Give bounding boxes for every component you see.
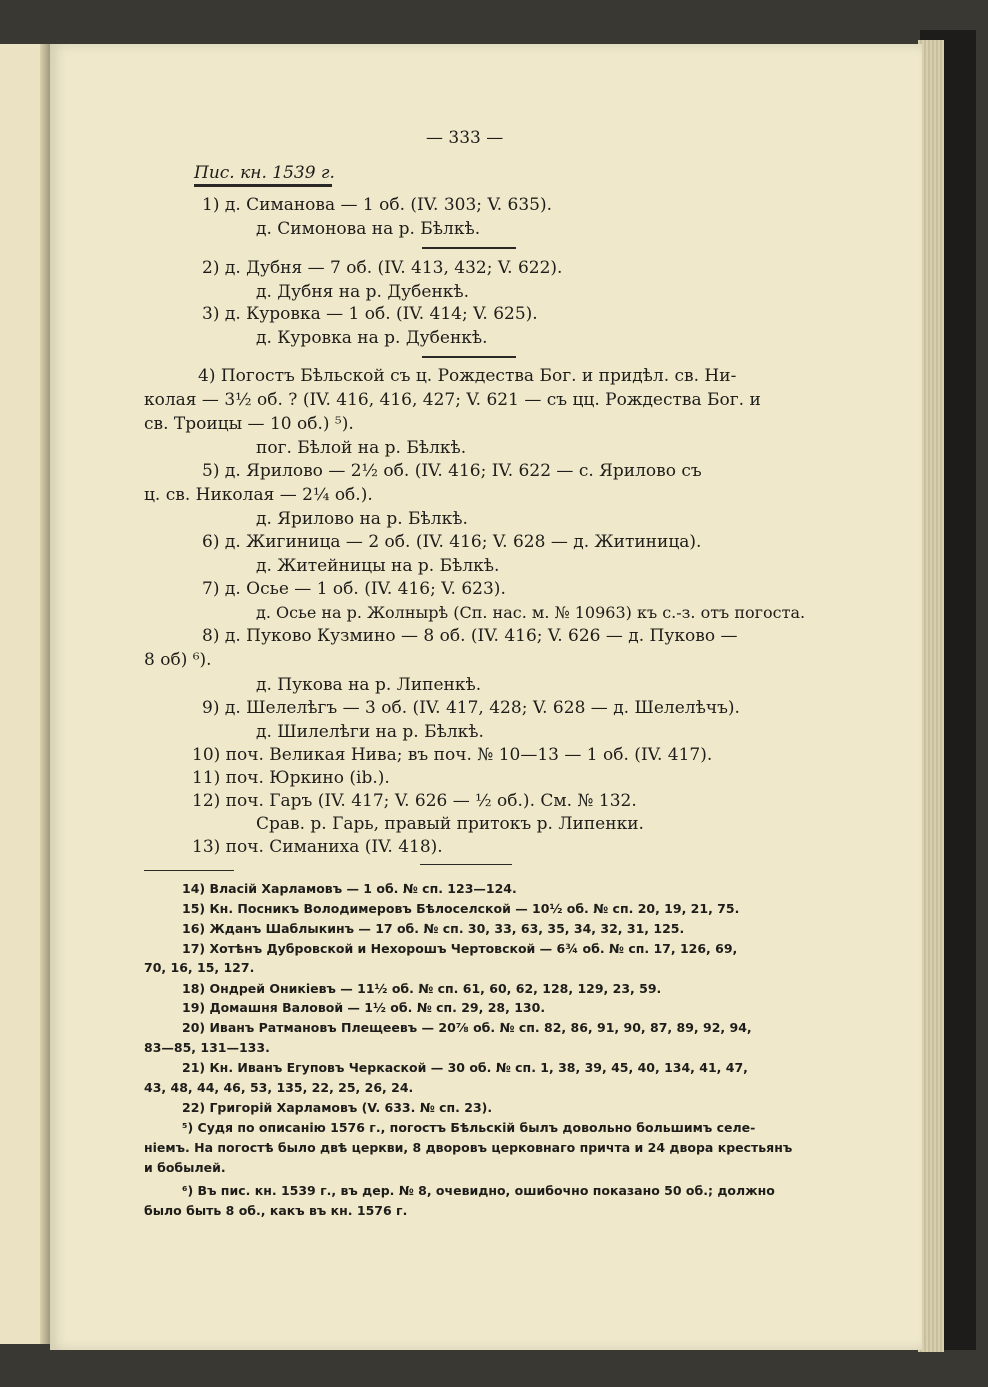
footnote: 18) Ондрей Оникіевъ — 11½ об. № сп. 61, 60, 62, 128, 129, 23, 59.: [182, 981, 662, 996]
entry-line: д. Житейницы на р. Бѣлкѣ.: [256, 556, 500, 576]
footnote: 14) Власій Харламовъ — 1 об. № сп. 123—124.: [182, 881, 517, 896]
footnote: и бобылей.: [144, 1160, 226, 1175]
footnote: было быть 8 об., какъ въ кн. 1576 г.: [144, 1203, 408, 1218]
footnote: 70, 16, 15, 127.: [144, 960, 255, 975]
entry-line: 9) д. Шелелѣгъ — 3 об. (IV. 417, 428; V. 628 — д. Шелелѣчъ).: [202, 698, 740, 718]
entry-line: 8 об) ⁶).: [144, 650, 212, 670]
entry-line: д. Куровка на р. Дубенкѣ.: [256, 328, 488, 348]
entry-line: 8) д. Пуково Кузмино — 8 об. (IV. 416; V. 626 — д. Пуково —: [202, 626, 738, 646]
entry-line: 12) поч. Гаръ (IV. 417; V. 626 — ½ об.). См. № 132.: [192, 791, 637, 811]
footnote: 83—85, 131—133.: [144, 1040, 270, 1055]
entry-line: ц. св. Николая — 2¼ об.).: [144, 485, 373, 505]
entry-line: 2) д. Дубня — 7 об. (IV. 413, 432; V. 622).: [202, 258, 563, 278]
entry-line: д. Дубня на р. Дубенкѣ.: [256, 282, 470, 302]
divider: [422, 356, 516, 358]
footnote: ніемъ. На погостѣ было двѣ церкви, 8 дворовъ церковнаго причта и 24 двора крестьянъ: [144, 1140, 793, 1155]
footnote: 43, 48, 44, 46, 53, 135, 22, 25, 26, 24.: [144, 1080, 414, 1095]
entry-line: 6) д. Жигиница — 2 об. (IV. 416; V. 628 — д. Житиница).: [202, 532, 702, 552]
footnote: 19) Домашня Валовой — 1½ об. № сп. 29, 28, 130.: [182, 1000, 546, 1015]
entry-line: д. Шилелѣги на р. Бѣлкѣ.: [256, 722, 484, 742]
entry-line: пог. Бѣлой на р. Бѣлкѣ.: [256, 438, 467, 458]
entry-line: 13) поч. Симаниха (IV. 418).: [192, 837, 443, 857]
entry-line: 3) д. Куровка — 1 об. (IV. 414; V. 625).: [202, 304, 538, 324]
entry-line: колая — 3½ об. ? (IV. 416, 416, 427; V. 621 — съ цц. Рождества Бог. и: [144, 390, 761, 410]
section-header: Пис. кн. 1539 г.: [194, 163, 335, 183]
entry-line: Срав. р. Гарь, правый притокъ р. Липенки.: [256, 814, 644, 834]
entry-line: 11) поч. Юркино (ib.).: [192, 768, 390, 788]
entry-line: д. Пукова на р. Липенкѣ.: [256, 675, 482, 695]
footnote: 15) Кн. Посникъ Володимеровъ Бѣлоселской — 10½ об. № сп. 20, 19, 21, 75.: [182, 901, 740, 916]
entry-line: 10) поч. Великая Нива; въ поч. № 10—13 — 1 об. (IV. 417).: [192, 745, 713, 765]
footnote: ⁶) Въ пис. кн. 1539 г., въ дер. № 8, очевидно, ошибочно показано 50 об.; должно: [182, 1183, 775, 1198]
divider: [420, 864, 512, 865]
entry-line: д. Осье на р. Жолнырѣ (Сп. нас. м. № 10963) къ с.-з. отъ погоста.: [256, 603, 806, 622]
entry-line: д. Ярилово на р. Бѣлкѣ.: [256, 509, 468, 529]
entry-line: 1) д. Симанова — 1 об. (IV. 303; V. 635).: [202, 195, 553, 215]
page-number: — 333 —: [426, 128, 504, 148]
footnote: ⁵) Судя по описанію 1576 г., погостъ Бѣльскій былъ довольно большимъ селе-: [182, 1120, 756, 1135]
entry-line: 7) д. Осье — 1 об. (IV. 416; V. 623).: [202, 579, 506, 599]
divider: [422, 247, 516, 249]
book-page: [50, 44, 922, 1350]
footnote: 20) Иванъ Ратмановъ Плещеевъ — 20⅞ об. № сп. 82, 86, 91, 90, 87, 89, 92, 94,: [182, 1020, 752, 1035]
footnote-rule: [144, 870, 234, 871]
header-underline: [194, 184, 332, 187]
entry-line: св. Троицы — 10 об.) ⁵).: [144, 414, 354, 434]
footnote: 22) Григорій Харламовъ (V. 633. № сп. 23).: [182, 1100, 493, 1115]
footnote: 21) Кн. Иванъ Егуповъ Черкаской — 30 об. № сп. 1, 38, 39, 45, 40, 134, 41, 47,: [182, 1060, 748, 1075]
entry-line: д. Симонова на р. Бѣлкѣ.: [256, 219, 481, 239]
entry-line: 4) Погостъ Бѣльской съ ц. Рождества Бог. и придѣл. св. Ни-: [198, 366, 737, 386]
entry-line: 5) д. Ярилово — 2½ об. (IV. 416; IV. 622 — с. Ярилово съ: [202, 461, 702, 481]
footnote: 17) Хотѣнъ Дубровской и Нехорошъ Чертовской — 6¾ об. № сп. 17, 126, 69,: [182, 941, 738, 956]
footnote: 16) Жданъ Шаблыкинъ — 17 об. № сп. 30, 33, 63, 35, 34, 32, 31, 125.: [182, 921, 685, 936]
